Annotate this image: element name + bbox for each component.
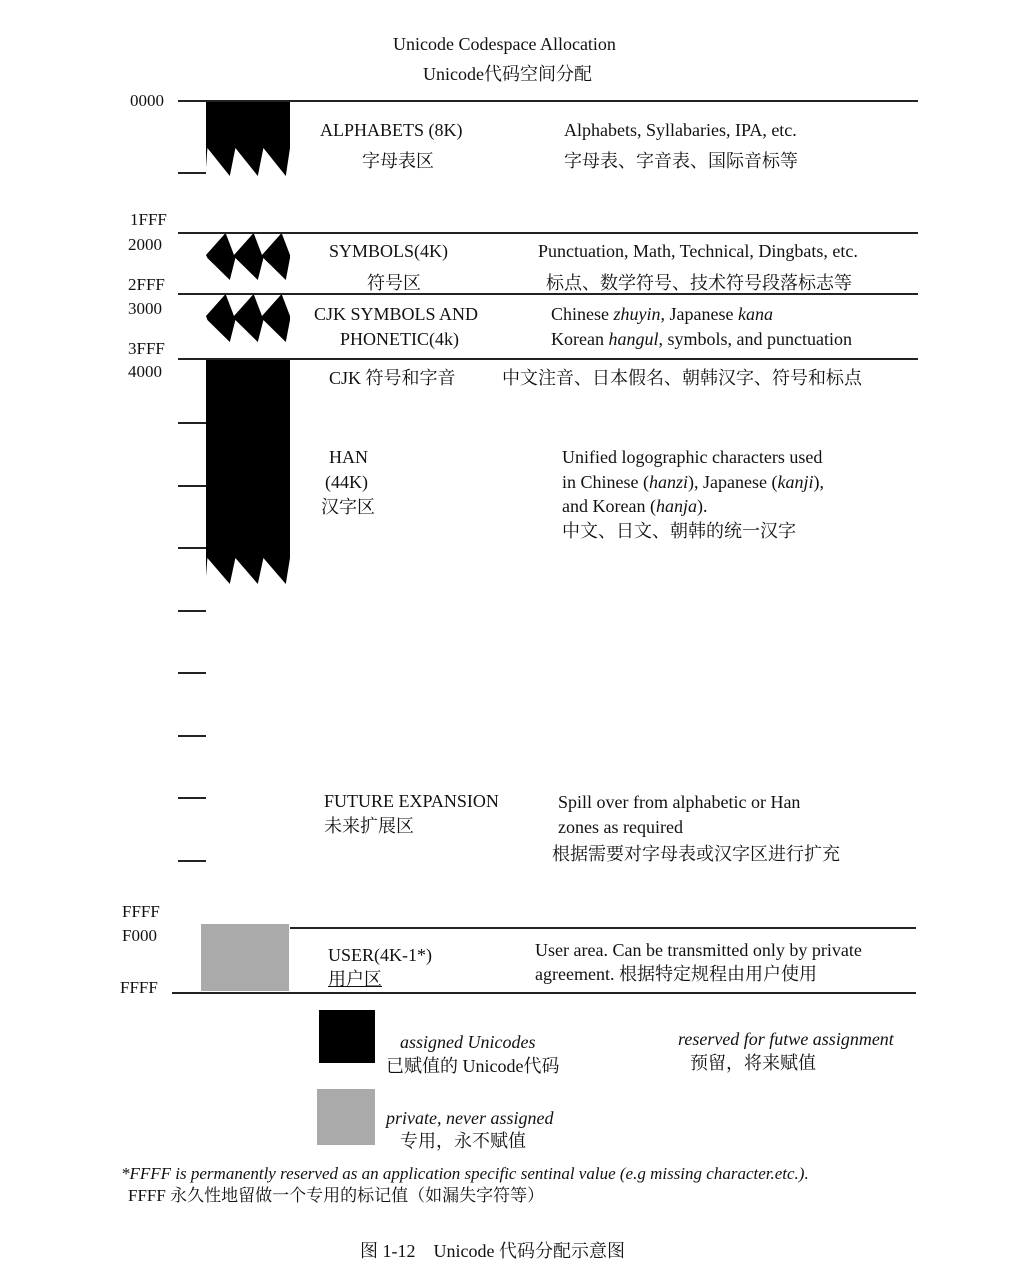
tick-7 bbox=[178, 797, 206, 799]
addr-f000: F000 bbox=[122, 926, 157, 945]
tick-8 bbox=[178, 860, 206, 862]
tick-4 bbox=[178, 610, 206, 612]
addr-2fff: 2FFF bbox=[128, 275, 165, 294]
zone-symbols-name: SYMBOLS(4K) bbox=[329, 241, 449, 261]
zone-han-desc-zh: 中文、日文、朝韩的统一汉字 bbox=[562, 521, 796, 541]
addr-1fff: 1FFF bbox=[130, 210, 167, 229]
line-1fff bbox=[178, 232, 918, 234]
zone-han-desc-3 bbox=[562, 495, 707, 517]
addr-ffff-bottom: FFFF bbox=[120, 978, 158, 997]
han-desc-2b: hanzi bbox=[649, 472, 689, 492]
han-desc-2c: ), Japanese ( bbox=[688, 472, 778, 492]
zone-cjk-name-2: PHONETIC(4k) bbox=[340, 329, 459, 349]
line-ffff-bottom bbox=[172, 992, 916, 994]
han-desc-2a: in Chinese ( bbox=[562, 472, 649, 492]
zone-alphabets-desc-zh: 字母表、字音表、国际音标等 bbox=[564, 151, 798, 171]
zone-symbols-name-zh: 符号区 bbox=[367, 273, 421, 293]
zone-alphabets-name: ALPHABETS (8K) bbox=[320, 120, 463, 140]
zone-future-desc-1: Spill over from alphabetic or Han bbox=[558, 792, 801, 812]
line-0000 bbox=[178, 100, 918, 102]
legend-reserved-label-zh: 预留，将来赋值 bbox=[690, 1053, 816, 1073]
addr-3000: 3000 bbox=[128, 299, 162, 318]
legend-reserved-label: reserved for futwe assignment bbox=[678, 1029, 894, 1049]
zone-cjk-name-1: CJK SYMBOLS AND bbox=[314, 304, 479, 324]
zone-user-name-zh: 用户区 bbox=[328, 969, 382, 989]
han-desc-3b: hanja bbox=[655, 496, 697, 516]
title-zh: Unicode代码空间分配 bbox=[423, 64, 592, 84]
zone-han-desc-1: Unified logographic characters used bbox=[562, 447, 823, 467]
zone-symbols-desc: Punctuation, Math, Technical, Dingbats, etc. bbox=[538, 241, 858, 261]
zone-future-name: FUTURE EXPANSION bbox=[324, 791, 499, 811]
han-desc-2d: kanji bbox=[777, 472, 814, 492]
figure-caption: 图 1-12 Unicode 代码分配示意图 bbox=[360, 1241, 625, 1261]
zone-han-name-1: HAN bbox=[329, 447, 368, 467]
zone-han-desc-2 bbox=[562, 471, 824, 493]
block-cjk bbox=[206, 294, 290, 342]
line-f000 bbox=[290, 927, 916, 929]
cjk-desc-1d: kana bbox=[737, 304, 773, 324]
addr-0000: 0000 bbox=[130, 91, 164, 110]
zone-han-name-2: (44K) bbox=[325, 472, 368, 492]
block-alphabets bbox=[206, 101, 290, 176]
footnote-zh: FFFF 永久性地留做一个专用的标记值（如漏失字符等） bbox=[128, 1186, 545, 1205]
legend-assigned-swatch bbox=[319, 1010, 375, 1063]
zone-cjk-desc-2 bbox=[551, 328, 852, 350]
zone-han-name-zh: 汉字区 bbox=[321, 497, 375, 517]
tick-3 bbox=[178, 547, 206, 549]
han-desc-3c: ). bbox=[696, 496, 708, 516]
zone-user-name: USER(4K-1*) bbox=[328, 945, 432, 965]
tick-6 bbox=[178, 735, 206, 737]
cjk-desc-1c: , Japanese bbox=[660, 304, 738, 324]
legend-private-swatch bbox=[317, 1089, 375, 1145]
zone-cjk-desc-zh: 中文注音、日本假名、朝韩汉字、符号和标点 bbox=[502, 368, 862, 388]
title-en: Unicode Codespace Allocation bbox=[393, 34, 616, 54]
cjk-desc-2a: Korean bbox=[551, 329, 609, 349]
tick-2 bbox=[178, 485, 206, 487]
tick-5 bbox=[178, 672, 206, 674]
zone-cjk-name-zh: CJK 符号和字音 bbox=[329, 368, 456, 388]
line-3fff bbox=[178, 358, 918, 360]
cjk-desc-1b: zhuyin bbox=[613, 304, 661, 324]
cjk-desc-2c: , symbols, and punctuation bbox=[658, 329, 852, 349]
zone-user-desc-1: User area. Can be transmitted only by private bbox=[535, 940, 862, 960]
block-han bbox=[206, 358, 290, 584]
han-desc-2e: ), bbox=[813, 472, 824, 492]
tick-1 bbox=[178, 422, 206, 424]
cjk-desc-2b: hangul bbox=[608, 329, 659, 349]
legend-assigned-label: assigned Unicodes bbox=[400, 1032, 536, 1052]
zone-user-desc-2: agreement. 根据特定规程由用户使用 bbox=[535, 964, 817, 984]
addr-4000: 4000 bbox=[128, 362, 162, 381]
zone-future-desc-zh: 根据需要对字母表或汉字区进行扩充 bbox=[552, 844, 840, 864]
han-desc-3a: and Korean ( bbox=[562, 496, 656, 516]
legend-assigned-label-zh: 已赋值的 Unicode代码 bbox=[386, 1056, 560, 1076]
addr-ffff-top: FFFF bbox=[122, 902, 160, 921]
legend-private-label-zh: 专用，永不赋值 bbox=[400, 1131, 526, 1151]
zone-alphabets-name-zh: 字母表区 bbox=[362, 151, 434, 171]
zone-symbols-desc-zh: 标点、数学符号、技术符号段落标志等 bbox=[546, 273, 852, 293]
block-user bbox=[201, 924, 289, 991]
zone-cjk-desc-1 bbox=[551, 303, 773, 325]
footnote-en: *FFFF is permanently reserved as an application specific sentinal value (e.g missing character.etc.). bbox=[121, 1164, 809, 1183]
addr-2000: 2000 bbox=[128, 235, 162, 254]
cjk-desc-1a: Chinese bbox=[551, 304, 614, 324]
line-alpha-left bbox=[178, 172, 206, 174]
legend-private-label: private, never assigned bbox=[386, 1108, 554, 1128]
addr-3fff: 3FFF bbox=[128, 339, 165, 358]
zone-future-desc-2: zones as required bbox=[558, 817, 683, 837]
zone-future-name-zh: 未来扩展区 bbox=[324, 816, 414, 836]
zone-alphabets-desc: Alphabets, Syllabaries, IPA, etc. bbox=[564, 120, 797, 140]
block-symbols bbox=[206, 233, 290, 280]
